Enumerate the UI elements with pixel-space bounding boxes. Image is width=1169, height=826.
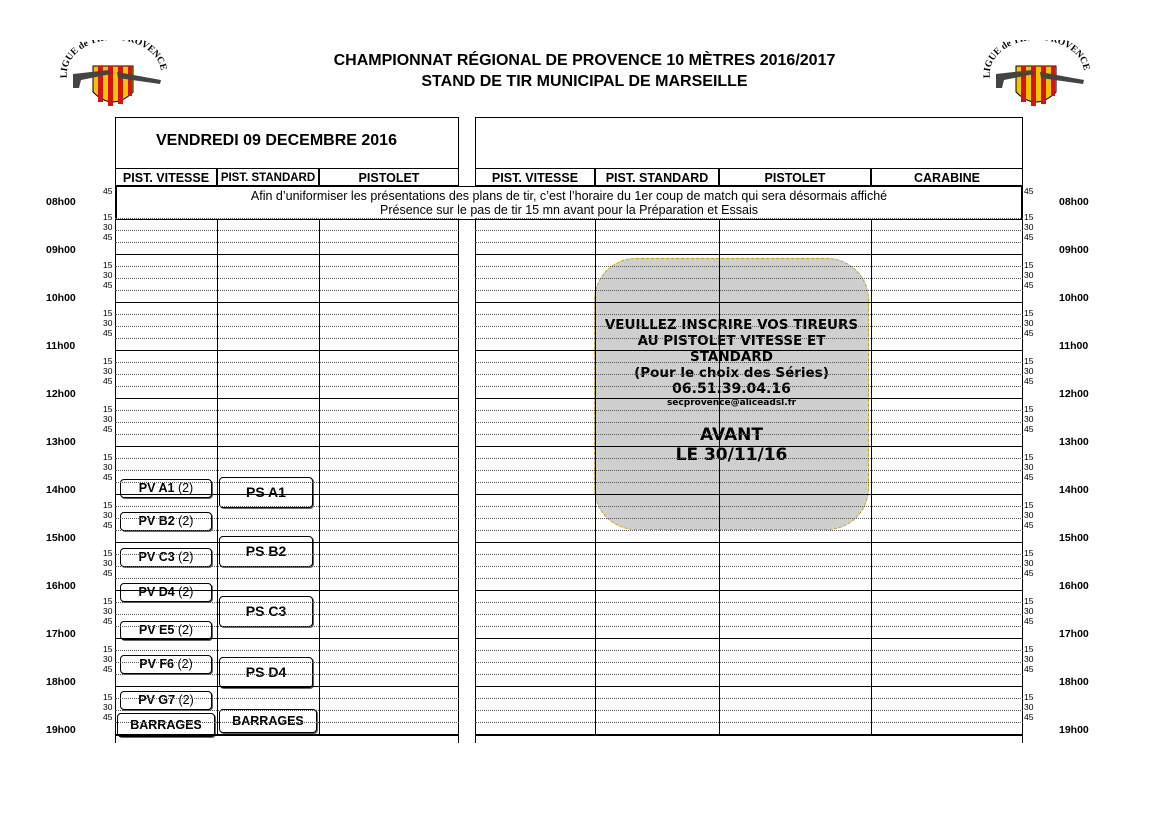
- quarter-line: [115, 278, 459, 279]
- hour-divider: [115, 590, 459, 591]
- minute-label: 15: [1024, 596, 1034, 606]
- minute-label: 30: [103, 222, 113, 232]
- minute-label: 30: [1024, 462, 1034, 472]
- hour-label: 18h00: [1059, 676, 1089, 688]
- event-count: (2): [178, 514, 194, 528]
- hour-label: 09h00: [1059, 244, 1089, 256]
- col-pist-standard-right: PIST. STANDARD: [595, 168, 719, 186]
- quarter-line: [475, 650, 1023, 651]
- quarter-line: [475, 278, 1023, 279]
- hour-label: 17h00: [46, 628, 76, 640]
- minute-label: 30: [1024, 558, 1034, 568]
- hour-divider: [475, 542, 1023, 543]
- quarter-line: [115, 710, 459, 711]
- event-count: (2): [178, 693, 194, 707]
- league-logo-right: [978, 40, 1096, 112]
- hour-divider: [475, 494, 1023, 495]
- quarter-line: [115, 218, 459, 219]
- minute-label: 15: [103, 260, 113, 270]
- hour-label: 18h00: [46, 676, 76, 688]
- quarter-line: [115, 722, 459, 723]
- minute-label: 30: [1024, 606, 1034, 616]
- event-ps-d4[interactable]: PS D4: [219, 657, 313, 688]
- minute-label: 45: [103, 712, 113, 722]
- hour-label: 19h00: [46, 724, 76, 736]
- minute-label: 45: [1024, 568, 1034, 578]
- minute-label: 15: [1024, 500, 1034, 510]
- minute-label: 30: [103, 414, 113, 424]
- quarter-line: [115, 602, 459, 603]
- hour-divider: [115, 686, 459, 687]
- minute-label: 45: [103, 376, 113, 386]
- event-count: (2): [178, 550, 194, 564]
- right-panel-header: [475, 117, 1023, 169]
- event-pv-d4[interactable]: [120, 583, 212, 602]
- minute-label: 45: [1024, 664, 1034, 674]
- minute-label: 45: [1024, 472, 1034, 482]
- hour-label: 10h00: [46, 292, 76, 304]
- col-pist-vitesse-left: PIST. VITESSE: [115, 168, 217, 186]
- minute-label: 45: [103, 520, 113, 530]
- quarter-line: [475, 626, 1023, 627]
- minute-label: 30: [103, 702, 113, 712]
- hour-divider: [115, 350, 459, 351]
- quarter-line: [475, 698, 1023, 699]
- minute-label: 15: [1024, 308, 1034, 318]
- minute-label: 15: [103, 596, 113, 606]
- minute-label: 30: [1024, 222, 1034, 232]
- minute-label: 45: [1024, 232, 1034, 242]
- hour-label: 14h00: [46, 484, 76, 496]
- quarter-line: [115, 518, 459, 519]
- quarter-line: [475, 554, 1023, 555]
- quarter-line: [115, 242, 459, 243]
- minute-label: 15: [1024, 692, 1034, 702]
- minute-label: 30: [103, 606, 113, 616]
- quarter-line: [475, 314, 1023, 315]
- quarter-line: [475, 386, 1023, 387]
- quarter-line: [115, 506, 459, 507]
- quarter-line: [115, 482, 459, 483]
- minute-label: 30: [1024, 510, 1034, 520]
- quarter-line: [475, 566, 1023, 567]
- minute-label: 15: [103, 452, 113, 462]
- event-name: PV F6: [139, 657, 174, 671]
- quarter-line: [115, 290, 459, 291]
- minute-label: 30: [1024, 654, 1034, 664]
- event-pv-f6[interactable]: [120, 655, 212, 674]
- col-pistolet-left: PISTOLET: [319, 168, 459, 186]
- quarter-line: [475, 530, 1023, 531]
- minute-label: 30: [1024, 318, 1034, 328]
- league-logo-left: [55, 40, 173, 112]
- quarter-line: [475, 410, 1023, 411]
- quarter-line: [115, 266, 459, 267]
- quarter-line: [475, 326, 1023, 327]
- quarter-line: [115, 374, 459, 375]
- minute-label: 30: [103, 318, 113, 328]
- quarter-line: [475, 614, 1023, 615]
- quarter-line: [475, 242, 1023, 243]
- minute-label: 15: [103, 212, 113, 222]
- minute-label: 15: [1024, 260, 1034, 270]
- hour-label: 14h00: [1059, 484, 1089, 496]
- minute-label: 45: [1024, 712, 1034, 722]
- quarter-line: [115, 434, 459, 435]
- hour-label: 13h00: [1059, 436, 1089, 448]
- hour-label: 15h00: [1059, 532, 1089, 544]
- minute-label: 45: [103, 186, 113, 196]
- quarter-line: [115, 578, 459, 579]
- hour-divider: [115, 494, 459, 495]
- column-divider: [217, 220, 218, 735]
- minute-label: 15: [103, 548, 113, 558]
- quarter-line: [475, 482, 1023, 483]
- notice-line-1: Afin d’uniformiser les présentations des plans de tir, c’est l’horaire du 1er coup de match qui sera désormais affiché: [250, 189, 888, 203]
- minute-label: 45: [1024, 520, 1034, 530]
- left-panel-header: [115, 117, 459, 169]
- hour-label: 11h00: [1059, 340, 1089, 352]
- quarter-line: [115, 566, 459, 567]
- quarter-line: [115, 230, 459, 231]
- quarter-line: [475, 710, 1023, 711]
- quarter-line: [115, 614, 459, 615]
- quarter-line: [475, 338, 1023, 339]
- quarter-line: [115, 386, 459, 387]
- callout-line-2: AU PISTOLET VITESSE ET: [637, 333, 826, 349]
- hour-label: 17h00: [1059, 628, 1089, 640]
- hour-divider: [475, 686, 1023, 687]
- quarter-line: [115, 662, 459, 663]
- event-count: (2): [177, 657, 193, 671]
- quarter-line: [115, 338, 459, 339]
- minute-label: 30: [103, 654, 113, 664]
- minute-label: 15: [103, 500, 113, 510]
- quarter-line: [475, 722, 1023, 723]
- minute-label: 15: [1024, 452, 1034, 462]
- hour-divider: [475, 350, 1023, 351]
- minute-label: 15: [103, 644, 113, 654]
- event-count: (2): [177, 623, 194, 637]
- minute-label: 45: [103, 616, 113, 626]
- hour-divider: [115, 254, 459, 255]
- minute-label: 45: [1024, 376, 1034, 386]
- callout-deadline-1: AVANT: [700, 425, 763, 445]
- hour-divider: [115, 398, 459, 399]
- column-divider: [871, 220, 872, 735]
- minute-label: 15: [103, 692, 113, 702]
- minute-label: 30: [103, 558, 113, 568]
- event-name: PV B2: [138, 514, 175, 528]
- column-divider: [319, 220, 320, 735]
- minute-label: 30: [1024, 366, 1034, 376]
- quarter-line: [115, 626, 459, 627]
- quarter-line: [115, 410, 459, 411]
- quarter-line: [475, 578, 1023, 579]
- minute-label: 45: [103, 328, 113, 338]
- col-pist-vitesse-right: PIST. VITESSE: [475, 168, 595, 186]
- quarter-line: [115, 362, 459, 363]
- grid-bottom: [475, 735, 1023, 736]
- hour-label: 08h00: [46, 196, 76, 208]
- quarter-line: [115, 554, 459, 555]
- minute-label: 15: [1024, 644, 1034, 654]
- minute-label: 30: [103, 366, 113, 376]
- hour-divider: [475, 446, 1023, 447]
- quarter-line: [115, 674, 459, 675]
- event-ps-c3[interactable]: PS C3: [219, 596, 313, 627]
- svg-text:LIGUE de TIR de PROVENCE: LIGUE de T ROVENCE: [59, 40, 169, 79]
- minute-label: 30: [103, 510, 113, 520]
- minute-label: 45: [1024, 616, 1034, 626]
- minute-label: 45: [1024, 280, 1034, 290]
- notice-line-2: Présence sur le pas de tir 15 mn avant pour la Préparation et Essais: [380, 203, 758, 217]
- event-barrages-vitesse[interactable]: BARRAGES: [117, 713, 215, 737]
- quarter-line: [475, 266, 1023, 267]
- quarter-line: [475, 434, 1023, 435]
- minute-label: 45: [103, 664, 113, 674]
- callout-line-1: VEUILLEZ INSCRIRE VOS TIREURS: [604, 317, 859, 333]
- quarter-line: [475, 674, 1023, 675]
- registration-callout: [594, 258, 869, 530]
- callout-email[interactable]: secprovence@aliceadsl.fr: [666, 398, 797, 408]
- event-barrages-standard[interactable]: BARRAGES: [219, 709, 317, 733]
- quarter-line: [475, 422, 1023, 423]
- quarter-line: [475, 374, 1023, 375]
- col-carabine-right: CARABINE: [871, 168, 1023, 186]
- event-pv-b2[interactable]: [120, 512, 212, 531]
- quarter-line: [475, 458, 1023, 459]
- callout-deadline-2: LE 30/11/16: [675, 445, 788, 465]
- hour-label: 16h00: [46, 580, 76, 592]
- hour-label: 12h00: [1059, 388, 1089, 400]
- event-pv-c3[interactable]: [120, 548, 212, 567]
- hour-label: 09h00: [46, 244, 76, 256]
- page-title: CHAMPIONNAT RÉGIONAL DE PROVENCE 10 MÈTRES 2016/2017: [333, 52, 836, 69]
- hour-divider: [115, 446, 459, 447]
- hour-label: 13h00: [46, 436, 76, 448]
- hour-label: 08h00: [1059, 196, 1089, 208]
- quarter-line: [115, 470, 459, 471]
- quarter-line: [475, 506, 1023, 507]
- minute-label: 30: [103, 270, 113, 280]
- quarter-line: [115, 530, 459, 531]
- event-pv-g7[interactable]: [120, 691, 212, 710]
- hour-divider: [115, 638, 459, 639]
- grid-bottom: [115, 735, 459, 736]
- callout-line-3: STANDARD: [690, 349, 773, 365]
- event-name: PV D4: [138, 585, 175, 599]
- hour-label: 12h00: [46, 388, 76, 400]
- minute-label: 15: [103, 356, 113, 366]
- svg-text:LIGUE de TIR de PROVENCE: LIGUE de T ROVENCE: [982, 40, 1092, 79]
- quarter-line: [115, 326, 459, 327]
- quarter-line: [475, 290, 1023, 291]
- quarter-line: [475, 518, 1023, 519]
- hour-divider: [115, 542, 459, 543]
- col-pist-standard-left: PIST. STANDARD: [217, 168, 319, 186]
- minute-label: 45: [103, 472, 113, 482]
- minute-label: 45: [103, 232, 113, 242]
- quarter-line: [475, 470, 1023, 471]
- hour-divider: [475, 398, 1023, 399]
- col-pistolet-right: PISTOLET: [719, 168, 871, 186]
- quarter-line: [115, 314, 459, 315]
- event-name: PV C3: [138, 550, 175, 564]
- event-ps-b2[interactable]: PS B2: [219, 536, 313, 567]
- quarter-line: [475, 230, 1023, 231]
- day-label: VENDREDI 09 DECEMBRE 2016: [156, 132, 397, 149]
- minute-label: 45: [1024, 186, 1034, 196]
- hour-label: 16h00: [1059, 580, 1089, 592]
- event-name: PV A1: [138, 481, 175, 495]
- callout-phone: 06.51.39.04.16: [672, 381, 791, 397]
- event-name: PV G7: [138, 693, 176, 707]
- quarter-line: [475, 662, 1023, 663]
- hour-label: 19h00: [1059, 724, 1089, 736]
- hour-divider: [475, 254, 1023, 255]
- column-divider: [719, 220, 720, 735]
- event-ps-a1[interactable]: PS A1: [219, 477, 313, 508]
- hour-divider: [115, 302, 459, 303]
- hour-divider: [475, 302, 1023, 303]
- minute-label: 15: [1024, 404, 1034, 414]
- quarter-line: [115, 458, 459, 459]
- hour-divider: [475, 638, 1023, 639]
- hour-label: 15h00: [46, 532, 76, 544]
- hour-divider: [475, 590, 1023, 591]
- quarter-line: [475, 362, 1023, 363]
- quarter-line: [475, 218, 1023, 219]
- quarter-line: [475, 602, 1023, 603]
- minute-label: 45: [103, 280, 113, 290]
- minute-label: 30: [103, 462, 113, 472]
- quarter-line: [115, 422, 459, 423]
- event-count: (2): [177, 481, 194, 495]
- quarter-line: [115, 698, 459, 699]
- event-count: (2): [178, 585, 194, 599]
- minute-label: 15: [1024, 548, 1034, 558]
- notice-box: [116, 186, 1022, 220]
- column-divider: [595, 220, 596, 735]
- minute-label: 30: [1024, 270, 1034, 280]
- minute-label: 15: [103, 404, 113, 414]
- minute-label: 45: [1024, 424, 1034, 434]
- minute-label: 45: [1024, 328, 1034, 338]
- minute-label: 30: [1024, 702, 1034, 712]
- minute-label: 45: [103, 568, 113, 578]
- hour-label: 11h00: [46, 340, 76, 352]
- minute-label: 45: [103, 424, 113, 434]
- minute-label: 15: [103, 308, 113, 318]
- minute-label: 15: [1024, 356, 1034, 366]
- quarter-line: [115, 650, 459, 651]
- event-name: PV E5: [138, 623, 175, 637]
- minute-label: 15: [1024, 212, 1034, 222]
- page-subtitle: STAND DE TIR MUNICIPAL DE MARSEILLE: [421, 73, 748, 90]
- minute-label: 30: [1024, 414, 1034, 424]
- callout-line-4: (Pour le choix des Séries): [634, 365, 829, 381]
- hour-label: 10h00: [1059, 292, 1089, 304]
